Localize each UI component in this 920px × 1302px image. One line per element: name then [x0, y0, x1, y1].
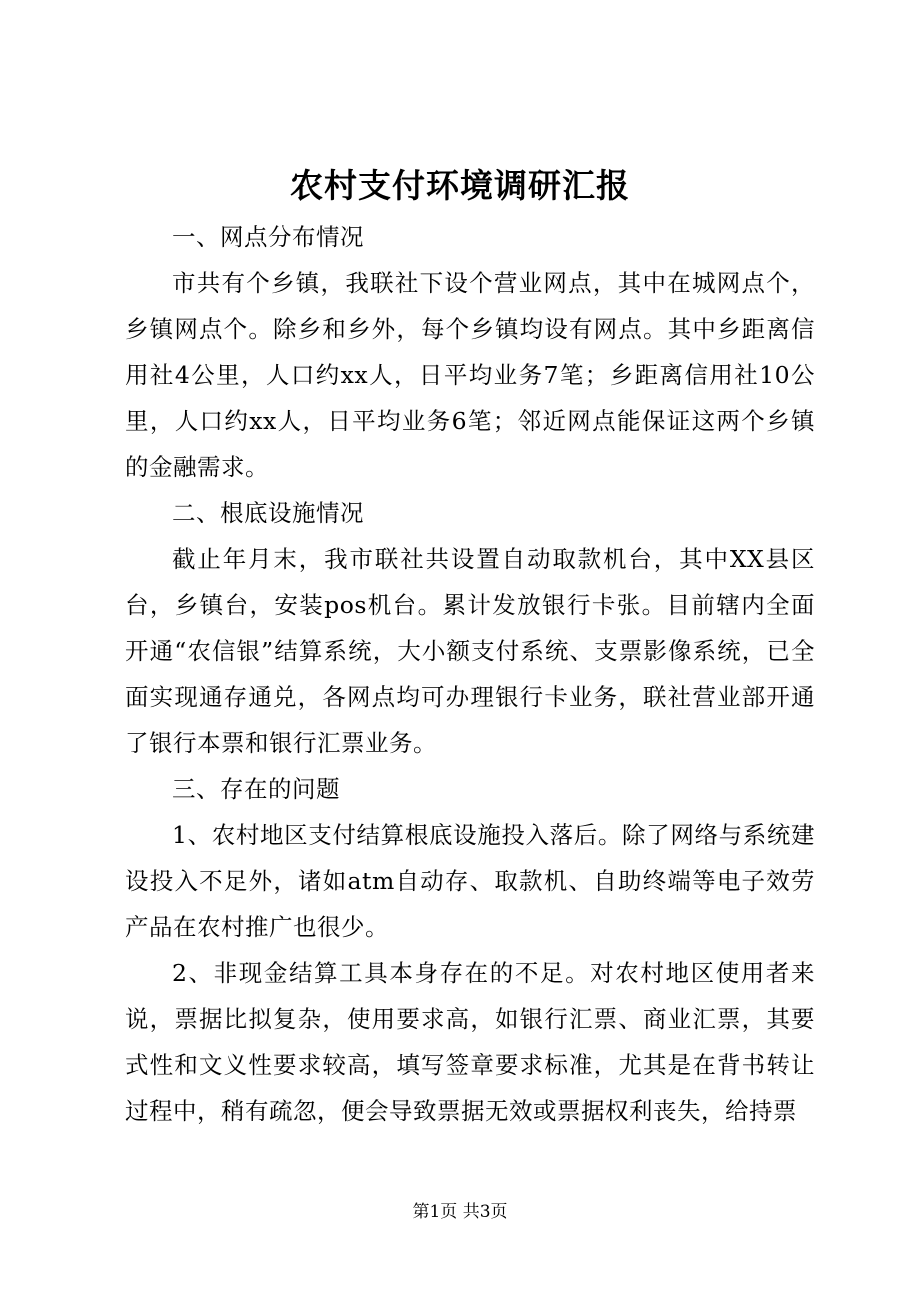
section-heading-1: 一、网点分布情况: [172, 223, 364, 251]
section-1-paragraph: 市共有个乡镇，我联社下设个营业网点，其中在城网点个，乡镇网点个。除乡和乡外，每个乡镇均设有网点。其中乡距离信用社4公里，人口约xx人，日平均业务7笔；乡距离信用社10公里，人口约xx人，日平均业务6笔；邻近网点能保证这两个乡镇的金融需求。: [125, 269, 815, 481]
section-3-paragraph-1: 1、农村地区支付结算根底设施投入落后。除了网络与系统建设投入不足外，诸如atm自动存、取款机、自助终端等电子效劳产品在农村推广也很少。: [125, 821, 815, 941]
section-2-paragraph: 截止年月末，我市联社共设置自动取款机台，其中XX县区台，乡镇台，安装pos机台。累计发放银行卡张。目前辖内全面开通“农信银”结算系统，大小额支付系统、支票影像系统，已全面实现通存通兑，各网点均可办理银行卡业务，联社营业部开通了银行本票和银行汇票业务。: [125, 545, 815, 757]
section-heading-3: 三、存在的问题: [172, 775, 340, 803]
page-indicator: 第1页 共3页: [412, 1202, 508, 1222]
document-title: 农村支付环境调研汇报: [290, 166, 630, 205]
section-heading-2: 二、根底设施情况: [172, 499, 364, 527]
section-3-paragraph-2: 2、非现金结算工具本身存在的不足。对农村地区使用者来说，票据比拟复杂，使用要求高，如银行汇票、商业汇票，其要式性和文义性要求较高，填写签章要求标准，尤其是在背书转让过程中，稍有疏忽，便会导致票据无效或票据权利丧失，给持票: [125, 959, 815, 1125]
document-body: [125, 214, 815, 1134]
page-footer: [0, 1200, 920, 1224]
